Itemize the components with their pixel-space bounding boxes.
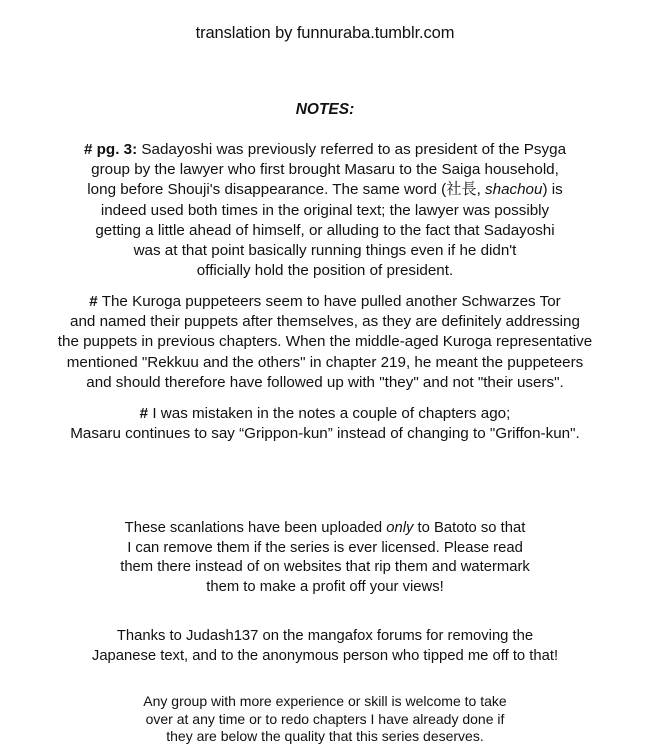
note-line: # pg. 3: Sadayoshi was previously referred to as president of the Psyga bbox=[83, 141, 567, 158]
thanks-message bbox=[0, 627, 650, 666]
note-line: was at that point basically running things even if he didn't bbox=[133, 242, 517, 260]
upload-notice bbox=[0, 519, 650, 597]
recruit-line: they are below the quality that this series deserves. bbox=[166, 728, 484, 744]
notice-line: them there instead of on websites that rip them and watermark bbox=[120, 559, 530, 575]
note-label: # bbox=[89, 293, 98, 310]
note-line: and named their puppets after themselves, as they are definitely addressing bbox=[70, 313, 580, 331]
note-line: # The Kuroga puppeteers seem to have pulled another Schwarzes Tor bbox=[89, 293, 561, 310]
recruit-line: Any group with more experience or skill is welcome to take bbox=[143, 693, 507, 709]
note-label: # bbox=[139, 405, 149, 422]
note-kuroga-puppeteers bbox=[0, 292, 650, 393]
thanks-line: Thanks to Judash137 on the mangafox forums for removing the bbox=[116, 628, 534, 644]
thanks-line: Japanese text, and to the anonymous person who tipped me off to that! bbox=[91, 647, 559, 664]
note-line: the puppets in previous chapters. When the middle-aged Kuroga representative bbox=[57, 333, 593, 351]
note-label: # pg. 3: bbox=[83, 141, 138, 158]
note-line: indeed used both times in the original text; the lawyer was possibly bbox=[100, 201, 550, 219]
notice-line: them to make a profit off your views! bbox=[206, 578, 444, 595]
recruit-line: over at any time or to redo chapters I have already done if bbox=[145, 710, 505, 727]
recruitment-message bbox=[0, 693, 650, 746]
note-line: getting a little ahead of himself, or alluding to the fact that Sadayoshi bbox=[95, 221, 555, 239]
note-line: Masaru continues to say “Grippon-kun” instead of changing to "Griffon-kun". bbox=[70, 425, 580, 443]
note-line: long before Shouji's disappearance. The same word (社長, shachou) is bbox=[87, 181, 563, 199]
note-line: and should therefore have followed up with "they" and not "their users". bbox=[86, 373, 564, 391]
kanji-term: 社長 bbox=[446, 181, 477, 199]
notice-line: I can remove them if the series is ever licensed. Please read bbox=[127, 539, 523, 556]
note-line: officially hold the position of president. bbox=[196, 262, 454, 280]
notes-heading: NOTES: bbox=[295, 101, 355, 118]
note-line: # I was mistaken in the notes a couple of chapters ago; bbox=[139, 405, 511, 422]
notice-line: These scanlations have been uploaded only to Batoto so that bbox=[124, 520, 526, 536]
note-grippon-kun bbox=[0, 404, 650, 444]
note-line: group by the lawyer who first brought Masaru to the Saiga household, bbox=[91, 161, 559, 179]
romaji-term: shachou bbox=[485, 181, 543, 199]
note-line: mentioned "Rekkuu and the others" in chapter 219, he meant the puppeteers bbox=[66, 353, 584, 371]
note-pg3 bbox=[0, 140, 650, 281]
emphasis-only: only bbox=[386, 520, 414, 536]
translator-credit: translation by funnuraba.tumblr.com bbox=[195, 24, 455, 42]
